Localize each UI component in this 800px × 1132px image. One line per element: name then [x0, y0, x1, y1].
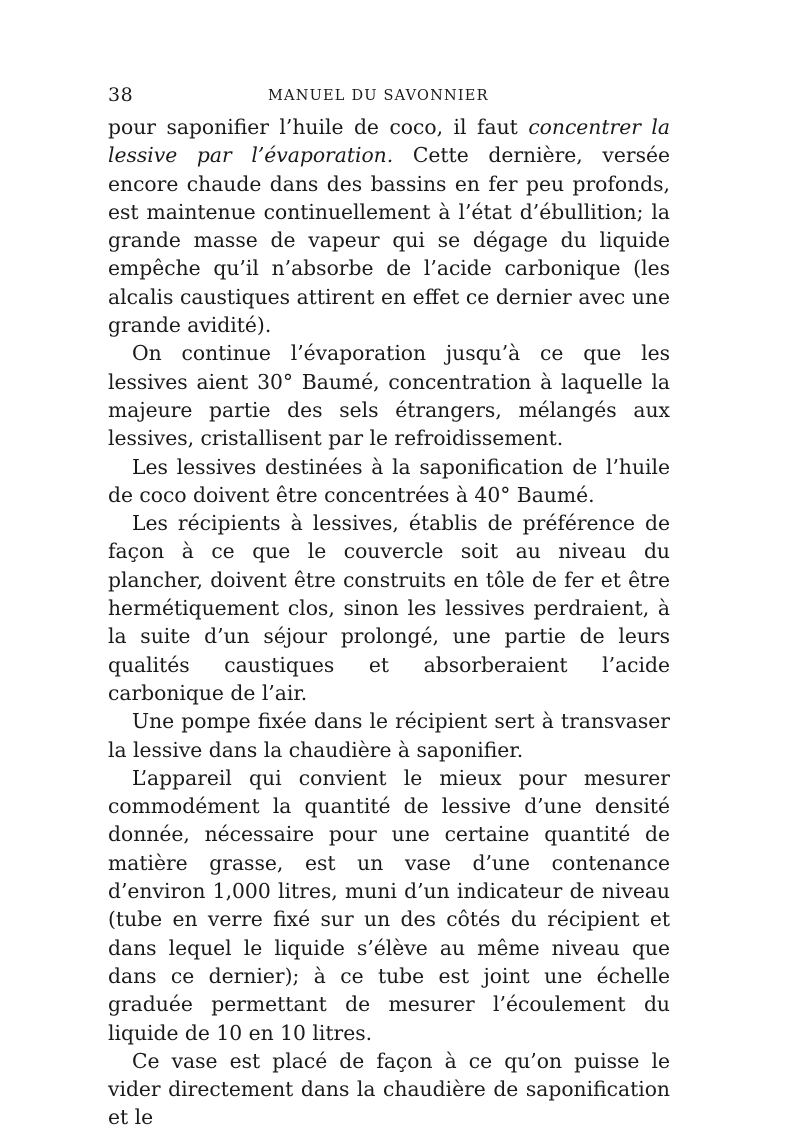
paragraph-5: Une pompe fixée dans le récipient sert à transvaser la lessive dans la chaudière à saponifier.: [108, 709, 670, 762]
paragraph-1-start: pour saponifier l’huile de coco, il faut: [108, 115, 529, 139]
paragraph-1-italic: concentrer la lessive par l’évaporation.: [108, 115, 670, 168]
paragraph-6: L’appareil qui convient le mieux pour mesurer commodément la quantité de lessive d’une densité donnée, nécessaire pour une certaine quantité de matière grasse, est un vase d’une contenance d’environ 1,000 litres, muni d’un indicateur de niveau (tube en verre fixé sur un des côtés du récipient et dans lequel le liquide s’élève au même niveau que dans ce dernier); à ce tube est joint une échelle graduée permettant de mesurer l’écoulement du liquide de 10 en 10 litres.: [108, 765, 670, 1045]
paragraph-7: Ce vase est placé de façon à ce qu’on puisse le vider directement dans la chaudière de saponification et le: [108, 1048, 670, 1130]
running-title: MANUEL DU SAVONNIER: [268, 88, 489, 104]
paragraph-1: [108, 113, 670, 339]
paragraph-2: On continue l’évaporation jusqu’à ce que les lessives aient 30° Baumé, concentration à laquelle la majeure partie des sels étrangers, mélangés aux lessives, cristallisent par le refroidissement.: [108, 341, 670, 451]
paragraph-3: Les lessives destinées à la saponification de l’huile de coco doivent être concentrées à 40° Baumé.: [108, 454, 670, 507]
paragraph-4: Les récipients à lessives, établis de préférence de façon à ce que le couvercle soit au niveau du plancher, doivent être construits en tôle de fer et être hermétiquement clos, sinon les lessives perdraient, à la suite d’un séjour prolongé, une partie de leurs qualités caustiques et absorberaient l’acide carbonique de l’air.: [108, 511, 670, 705]
paragraph-1-end: Cette dernière, versée encore chaude dans des bassins en fer peu profonds, est maintenue continuellement à l’état d’ébullition; la grande masse de vapeur qui se dégage du liquide empêche qu’il n’absorbe de l’acide carbonique (les alcalis caustiques attirent en effet ce dernier avec une grande avidité).: [108, 143, 670, 338]
page-header: [108, 84, 670, 108]
body-text: [108, 113, 670, 1132]
page-number: 38: [108, 84, 134, 106]
